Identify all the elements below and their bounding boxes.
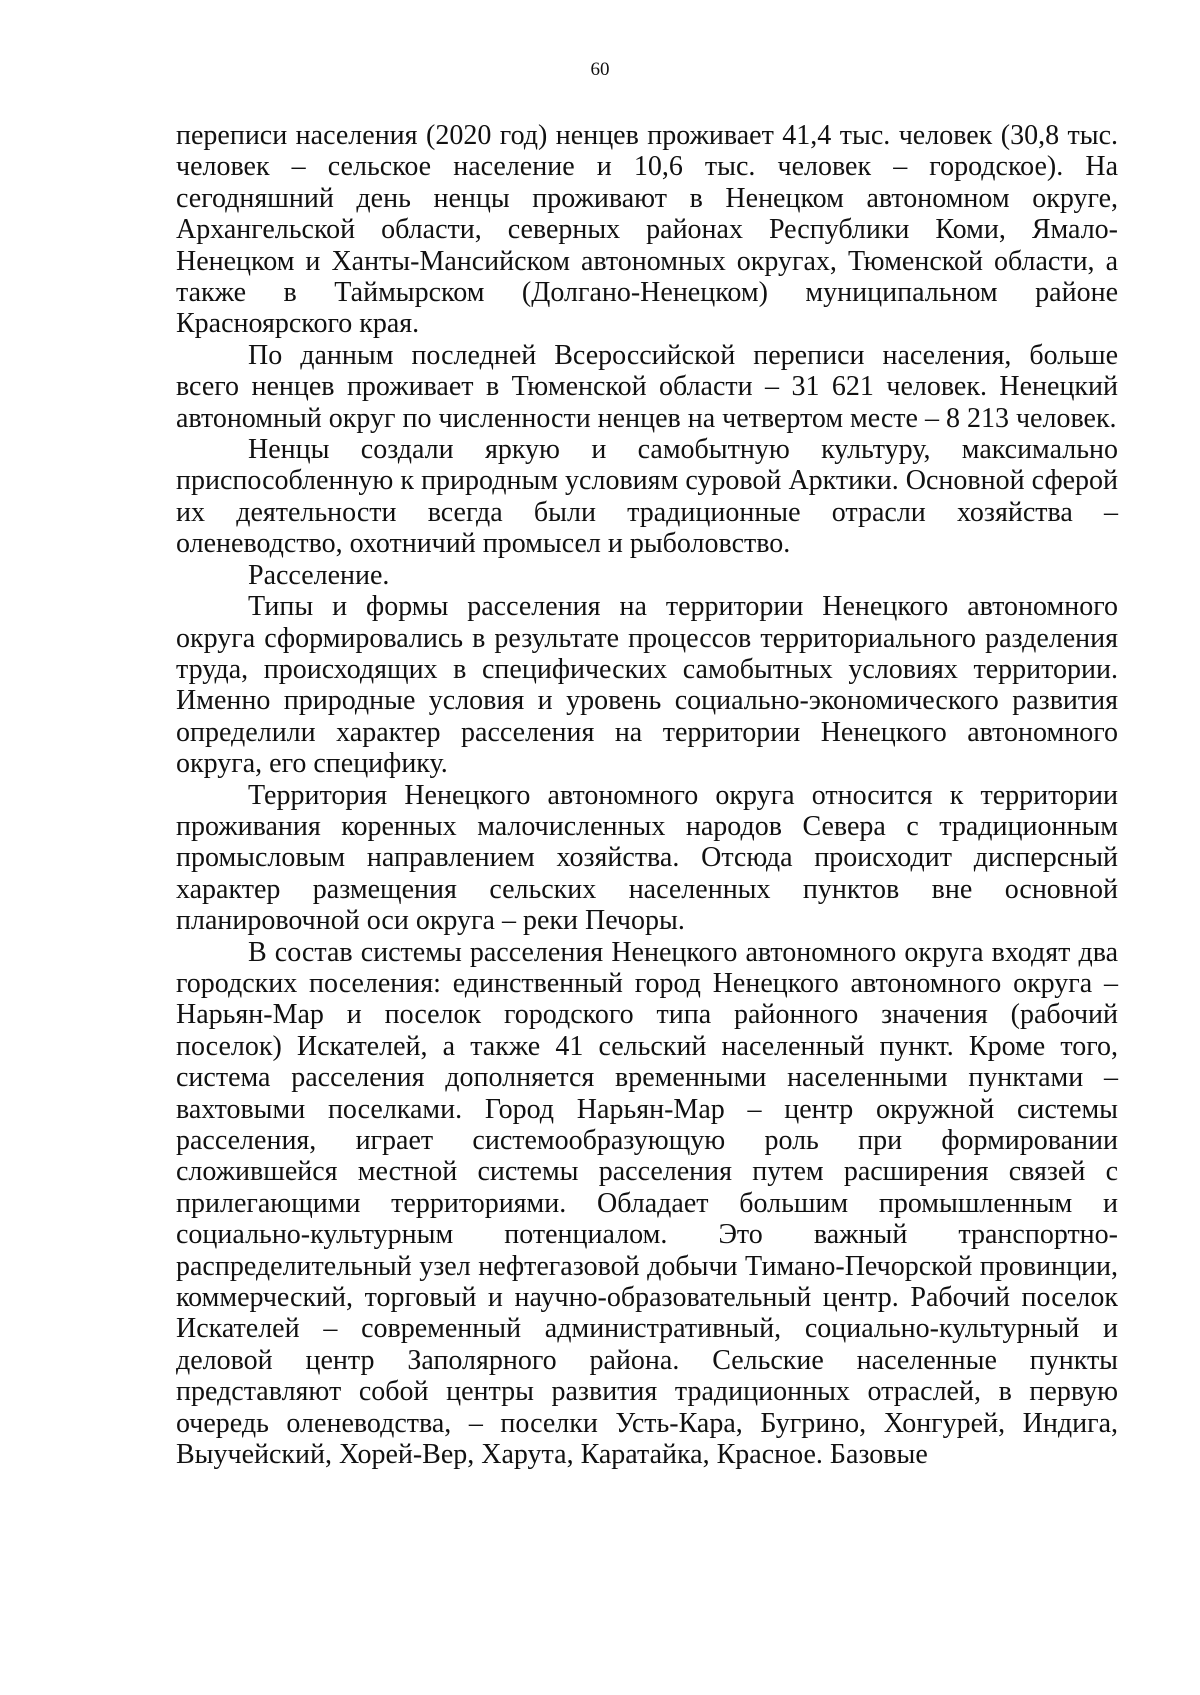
section-heading-settlement: Расселение. — [248, 559, 390, 591]
document-body — [176, 120, 1118, 1470]
page-number: 60 — [590, 59, 610, 80]
paragraph-settlement-system: В состав системы расселения Ненецкого автономного округа входят два городских поселения: единственный город Ненецкого автономного округа – Нарьян-Мар и поселок городского типа районного значения (рабочий поселок) Искателей, а также 41 сельский населенный пункт. Кроме того, система расселения дополняется временными населенными пунктами – вахтовыми поселками. Город Нарьян-Мар – центр окружной системы расселения, играет системообразующую роль при формировании сложившейся местной системы расселения путем расширения связей с прилегающими территориями. Обладает большим промышленным и социально-культурным потенциалом. Это важный транспортно-распределительный узел нефтегазовой добычи Тимано-Печорской провинции, коммерческий, торговый и научно-образовательный центр. Рабочий поселок Искателей – современный административный, социально-культурный и деловой центр Заполярного района. Сельские населенные пункты представляют собой центры развития традиционных отраслей, в первую очередь оленеводства, – поселки Усть-Кара, Бугрино, Хонгурей, Индига, Выучейский, Хорей-Вер, Харута, Каратайка, Красное. Базовые — [176, 936, 1118, 1471]
paragraph-nenets-culture: Ненцы создали яркую и самобытную культуру, максимально приспособленную к природным условиям суровой Арктики. Основной сферой их деятельности всегда были традиционные отрасли хозяйства – оленеводство, охотничий промысел и рыболовство. — [176, 434, 1118, 560]
paragraph-census-data: По данным последней Всероссийской переписи населения, больше всего ненцев проживает в Тюменской области – 31 621 человек. Ненецкий автономный округ по численности ненцев на четвертом месте – 8 213 человек. — [176, 339, 1118, 434]
paragraph-settlement-types: Типы и формы расселения на территории Ненецкого автономного округа сформировались в результате процессов территориального разделения труда, происходящих в специфических самобытных условиях территории. Именно природные условия и уровень социально-экономического развития определили характер расселения на территории Ненецкого автономного округа, его специфику. — [176, 591, 1118, 780]
paragraph-territory: Территория Ненецкого автономного округа относится к территории проживания коренных малочисленных народов Севера с традиционным промысловым направлением хозяйства. Отсюда происходит дисперсный характер размещения сельских населенных пунктов вне основной планировочной оси округа – реки Печоры. — [176, 779, 1118, 937]
paragraph-population-continued: переписи населения (2020 год) ненцев проживает 41,4 тыс. человек (30,8 тыс. человек – сельское население и 10,6 тыс. человек – городское). На сегодняшний день ненцы проживают в Ненецком автономном округе, Архангельской области, северных районах Республики Коми, Ямало-Ненецком и Ханты-Мансийском автономных округах, Тюменской области, а также в Таймырском (Долгано-Ненецком) муниципальном районе Красноярского края. — [176, 120, 1118, 340]
